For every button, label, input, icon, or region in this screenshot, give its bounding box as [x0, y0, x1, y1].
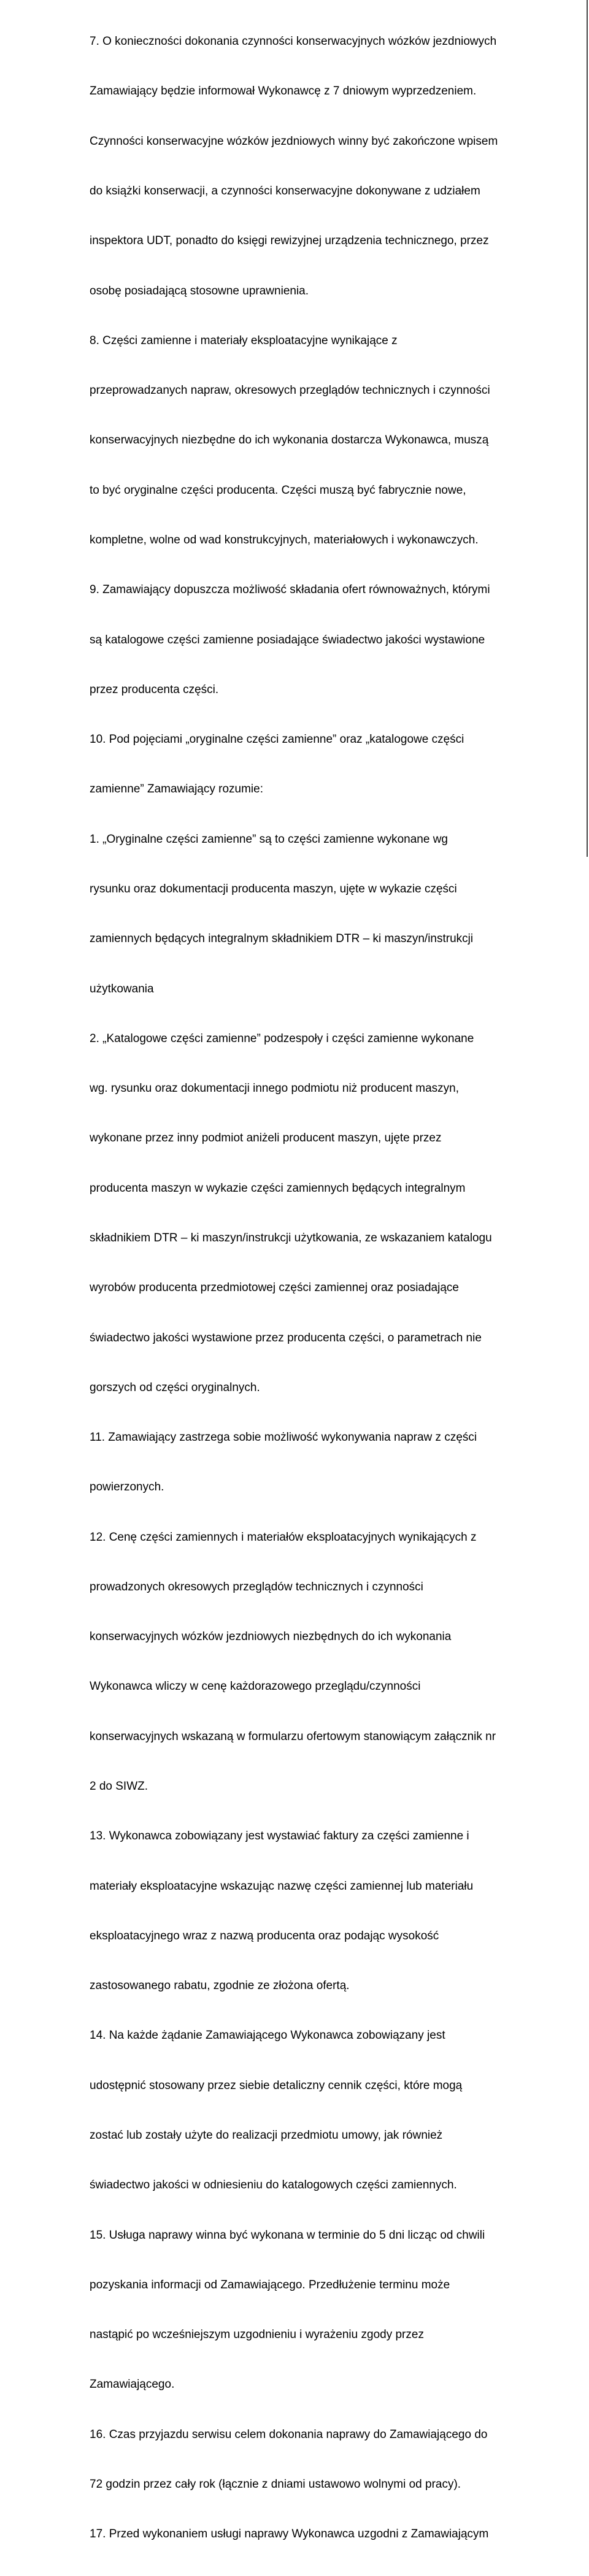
text-line: 2. „Katalogowe części zamienne” podzespoły i części zamienne wykonane — [90, 1032, 474, 1045]
text-line: powierzonych. — [90, 1481, 164, 1494]
text-line: 17. Przed wykonaniem usługi naprawy Wykonawca uzgodni z Zamawiającym — [90, 2528, 489, 2541]
document-text — [90, 0, 574, 2576]
text-line: producenta maszyn w wykazie części zamiennych będących integralnym — [90, 1181, 466, 1195]
text-line: inspektora UDT, ponadto do księgi rewizyjnej urządzenia technicznego, przez — [90, 234, 489, 248]
text-line: użytkowania — [90, 982, 154, 995]
text-line: nastąpić po wcześniejszym uzgodnieniu i wyrażeniu zgody przez — [90, 2328, 424, 2342]
text-line: wg. rysunku oraz dokumentacji innego podmiotu niż producent maszyn, — [90, 1082, 459, 1095]
page-edge-border — [587, 0, 588, 857]
text-line: 15. Usługa naprawy winna być wykonana w terminie do 5 dni licząc od chwili — [90, 2228, 485, 2242]
text-line: 10. Pod pojęciami „oryginalne części zamienne” oraz „katalogowe części — [90, 733, 464, 746]
text-line: Czynności konserwacyjne wózków jezdniowych winny być zakończone wpisem — [90, 134, 498, 148]
text-line: 14. Na każde żądanie Zamawiającego Wykonawca zobowiązany jest — [90, 2029, 445, 2042]
text-line: konserwacyjnych wózków jezdniowych niezbędnych do ich wykonania — [90, 1630, 452, 1644]
text-line: materiały eksploatacyjne wskazując nazwę części zamiennej lub materiału — [90, 1879, 474, 1893]
text-line: są katalogowe części zamienne posiadające świadectwo jakości wystawione — [90, 633, 485, 646]
text-line: konserwacyjnych niezbędne do ich wykonania dostarcza Wykonawca, muszą — [90, 434, 489, 447]
text-line: przeprowadzanych napraw, okresowych przeglądów technicznych i czynności — [90, 384, 490, 397]
text-line: 16. Czas przyjazdu serwisu celem dokonania naprawy do Zamawiającego do — [90, 2428, 488, 2441]
text-line: świadectwo jakości w odniesieniu do katalogowych części zamiennych. — [90, 2179, 457, 2192]
text-line: zastosowanego rabatu, zgodnie ze złożona ofertą. — [90, 1979, 350, 1993]
text-line: 72 godzin przez cały rok (łącznie z dniami ustawowo wolnymi od pracy). — [90, 2477, 461, 2491]
text-line: 11. Zamawiający zastrzega sobie możliwość wykonywania napraw z części — [90, 1431, 477, 1444]
text-line: osobę posiadającą stosowne uprawnienia. — [90, 284, 309, 297]
text-line: eksploatacyjnego wraz z nazwą producenta oraz podając wysokość — [90, 1929, 439, 1942]
text-line: 2 do SIWZ. — [90, 1780, 148, 1793]
text-line: zamienne” Zamawiający rozumie: — [90, 783, 263, 796]
text-line: Wykonawca wliczy w cenę każdorazowego przeglądu/czynności — [90, 1680, 421, 1693]
text-line: 7. O konieczności dokonania czynności konserwacyjnych wózków jezdniowych — [90, 35, 497, 48]
text-line: 9. Zamawiający dopuszcza możliwość składania ofert równoważnych, którymi — [90, 583, 490, 597]
text-line: Zamawiający będzie informował Wykonawcę z 7 dniowym wyprzedzeniem. — [90, 85, 477, 98]
text-line: zamiennych będących integralnym składnikiem DTR – ki maszyn/instrukcji — [90, 932, 474, 946]
text-line: kompletne, wolne od wad konstrukcyjnych, materiałowych i wykonawczych. — [90, 534, 479, 546]
text-line: 8. Części zamienne i materiały eksploatacyjne wynikające z — [90, 334, 398, 347]
text-line: 1. „Oryginalne części zamienne” są to części zamienne wykonane wg — [90, 832, 448, 846]
text-line: rysunku oraz dokumentacji producenta maszyn, ujęte w wykazie części — [90, 882, 457, 895]
text-line: konserwacyjnych wskazaną w formularzu ofertowym stanowiącym załącznik nr — [90, 1730, 496, 1743]
text-line: wykonane przez inny podmiot aniżeli producent maszyn, ujęte przez — [90, 1132, 442, 1145]
text-line: Zamawiającego. — [90, 2378, 175, 2391]
text-line: składnikiem DTR – ki maszyn/instrukcji użytkowania, ze wskazaniem katalogu — [90, 1231, 492, 1244]
text-line: pozyskania informacji od Zamawiającego. Przedłużenie terminu może — [90, 2278, 450, 2291]
text-line: gorszych od części oryginalnych. — [90, 1381, 260, 1394]
text-line: świadectwo jakości wystawione przez producenta części, o parametrach nie — [90, 1331, 482, 1344]
text-line: wyrobów producenta przedmiotowej części zamiennej oraz posiadające — [90, 1281, 459, 1295]
text-line: do książki konserwacji, a czynności konserwacyjne dokonywane z udziałem — [90, 185, 480, 198]
text-line: 12. Cenę części zamiennych i materiałów eksploatacyjnych wynikających z — [90, 1530, 477, 1544]
text-line: 13. Wykonawca zobowiązany jest wystawiać faktury za części zamienne i — [90, 1830, 469, 1843]
text-line: udostępnić stosowany przez siebie detaliczny cennik części, które mogą — [90, 2079, 463, 2092]
text-line: przez producenta części. — [90, 683, 219, 696]
text-line: zostać lub zostały użyte do realizacji przedmiotu umowy, jak również — [90, 2129, 443, 2142]
text-line: prowadzonych okresowych przeglądów technicznych i czynności — [90, 1580, 423, 1593]
text-line: to być oryginalne części producenta. Części muszą być fabrycznie nowe, — [90, 483, 466, 497]
